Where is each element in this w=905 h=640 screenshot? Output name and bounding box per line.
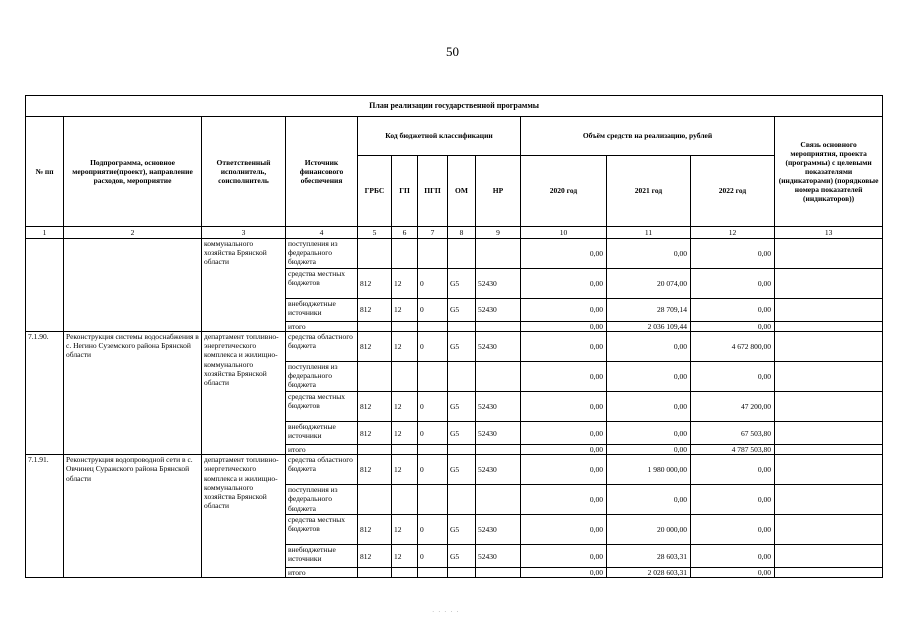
amount-v2022: 67 503,80 [691,422,775,445]
amount-v2022: 4 672 800,00 [691,332,775,362]
code-grbs: 812 [358,455,392,485]
code-om [448,239,476,269]
total-v2021: 2 036 109,44 [607,322,691,332]
header-grbs: ГРБС [358,156,392,227]
header-2022: 2022 год [691,156,775,227]
measure-name [64,239,202,332]
code-nr: 52430 [476,422,521,445]
code-nr: 52430 [476,545,521,568]
header-gp: ГП [392,156,418,227]
executor-name: департамент топливно-энергетического комплекса и жилищно-коммунального хозяйства Брянской области [202,455,286,578]
link-cell [775,485,883,515]
code-gp: 12 [392,422,418,445]
empty-code-cell [418,445,448,455]
column-number-cell: 10 [521,227,607,239]
amount-v2020: 0,00 [521,422,607,445]
link-cell [775,322,883,332]
code-pgp: 0 [418,332,448,362]
empty-code-cell [358,322,392,332]
table-title: План реализации государственной программы [26,96,883,117]
header-volume: Объём средств на реализацию, рублей [521,117,775,156]
header-source: Источник финансового обеспечения [286,117,358,227]
code-pgp: 0 [418,269,448,299]
code-pgp: 0 [418,392,448,422]
code-nr [476,362,521,392]
amount-v2021: 1 980 000,00 [607,455,691,485]
link-cell [775,299,883,322]
header-nr: НР [476,156,521,227]
code-grbs: 812 [358,515,392,545]
amount-v2020: 0,00 [521,455,607,485]
column-number-cell: 5 [358,227,392,239]
total-v2022: 4 787 503,80 [691,445,775,455]
code-grbs: 812 [358,269,392,299]
code-pgp: 0 [418,515,448,545]
header-link: Связь основного мероприятия, проекта (программы) с целевыми показателями (индикаторами) (порядковые номера показателей (индикаторов)) [775,117,883,227]
total-v2022: 0,00 [691,568,775,578]
code-pgp [418,485,448,515]
header-subprogram: Подпрограмма, основное мероприятие(проект), направление расходов, мероприятие [64,117,202,227]
column-number-cell: 3 [202,227,286,239]
page-number: 50 [446,44,459,59]
column-number-cell: 2 [64,227,202,239]
table-body [26,239,883,578]
code-gp: 12 [392,545,418,568]
row-number: 7.1.91. [26,455,64,578]
funding-source: средства местных бюджетов [286,269,358,299]
column-number-cell: 11 [607,227,691,239]
code-gp: 12 [392,515,418,545]
code-nr: 52430 [476,455,521,485]
column-number-cell: 1 [26,227,64,239]
empty-code-cell [418,568,448,578]
funding-source: внебюджетные источники [286,299,358,322]
column-number-cell: 12 [691,227,775,239]
column-number-cell: 7 [418,227,448,239]
amount-v2021: 0,00 [607,239,691,269]
amount-v2022: 0,00 [691,515,775,545]
faint-stamp: · · · · · [432,608,460,616]
executor-name: департамент топливно-энергетического комплекса и жилищно-коммунального хозяйства Брянской области [202,332,286,455]
code-om: G5 [448,515,476,545]
link-cell [775,422,883,445]
column-number-cell: 6 [392,227,418,239]
code-pgp: 0 [418,422,448,445]
link-cell [775,332,883,362]
total-v2020: 0,00 [521,445,607,455]
total-label: итого [286,445,358,455]
amount-v2022: 0,00 [691,545,775,568]
amount-v2020: 0,00 [521,332,607,362]
empty-code-cell [476,322,521,332]
table-row [26,455,883,485]
code-gp: 12 [392,455,418,485]
column-number-cell: 4 [286,227,358,239]
empty-code-cell [448,322,476,332]
code-om: G5 [448,422,476,445]
column-numbers-row [26,227,883,239]
amount-v2022: 0,00 [691,485,775,515]
amount-v2020: 0,00 [521,299,607,322]
code-om [448,362,476,392]
header-num: № пп [26,117,64,227]
funding-source: средства местных бюджетов [286,392,358,422]
amount-v2021: 0,00 [607,485,691,515]
code-om: G5 [448,392,476,422]
funding-source: средства областного бюджета [286,332,358,362]
amount-v2021: 20 074,00 [607,269,691,299]
code-nr: 52430 [476,392,521,422]
code-grbs: 812 [358,332,392,362]
amount-v2022: 0,00 [691,362,775,392]
funding-source: средства областного бюджета [286,455,358,485]
code-gp [392,239,418,269]
code-nr: 52430 [476,332,521,362]
code-om: G5 [448,332,476,362]
link-cell [775,362,883,392]
code-grbs: 812 [358,545,392,568]
empty-code-cell [392,568,418,578]
amount-v2020: 0,00 [521,485,607,515]
amount-v2022: 0,00 [691,239,775,269]
column-number-cell: 8 [448,227,476,239]
total-v2020: 0,00 [521,322,607,332]
link-cell [775,239,883,269]
link-cell [775,455,883,485]
amount-v2020: 0,00 [521,269,607,299]
link-cell [775,568,883,578]
row-number [26,239,64,332]
funding-source: средства местных бюджетов [286,515,358,545]
total-label: итого [286,322,358,332]
code-om [448,485,476,515]
amount-v2022: 0,00 [691,455,775,485]
amount-v2021: 0,00 [607,332,691,362]
amount-v2021: 0,00 [607,362,691,392]
amount-v2021: 0,00 [607,392,691,422]
code-gp: 12 [392,269,418,299]
code-om: G5 [448,545,476,568]
executor-name: коммунального хозяйства Брянской области [202,239,286,332]
empty-code-cell [448,568,476,578]
empty-code-cell [358,445,392,455]
link-cell [775,445,883,455]
amount-v2021: 28 603,31 [607,545,691,568]
funding-source: внебюджетные источники [286,422,358,445]
header-budget-code: Код бюджетной классификации [358,117,521,156]
code-nr: 52430 [476,269,521,299]
code-nr: 52430 [476,299,521,322]
total-v2021: 2 028 603,31 [607,568,691,578]
code-grbs [358,485,392,515]
code-grbs: 812 [358,392,392,422]
code-grbs: 812 [358,299,392,322]
amount-v2022: 0,00 [691,299,775,322]
code-pgp: 0 [418,545,448,568]
header-2021: 2021 год [607,156,691,227]
empty-code-cell [448,445,476,455]
empty-code-cell [392,322,418,332]
amount-v2021: 20 000,00 [607,515,691,545]
table-row [26,332,883,362]
measure-name: Реконструкция водопроводной сети в с. Овчинец Суражского района Брянской области [64,455,202,578]
code-gp: 12 [392,299,418,322]
empty-code-cell [476,568,521,578]
code-nr: 52430 [476,515,521,545]
funding-source: поступления из федерального бюджета [286,239,358,269]
code-pgp [418,362,448,392]
code-grbs: 812 [358,422,392,445]
code-nr [476,239,521,269]
amount-v2021: 28 709,14 [607,299,691,322]
code-pgp: 0 [418,299,448,322]
total-label: итого [286,568,358,578]
header-executor: Ответственный исполнитель, соисполнитель [202,117,286,227]
measure-name: Реконструкция системы водоснабжения в с. Негино Суземского района Брянской области [64,332,202,455]
code-nr [476,485,521,515]
header-2020: 2020 год [521,156,607,227]
amount-v2020: 0,00 [521,239,607,269]
total-v2021: 0,00 [607,445,691,455]
total-v2020: 0,00 [521,568,607,578]
empty-code-cell [392,445,418,455]
link-cell [775,392,883,422]
code-pgp: 0 [418,455,448,485]
empty-code-cell [358,568,392,578]
code-om: G5 [448,269,476,299]
header-om: ОМ [448,156,476,227]
code-grbs [358,362,392,392]
amount-v2020: 0,00 [521,392,607,422]
row-number: 7.1.90. [26,332,64,455]
header-pgp: ПГП [418,156,448,227]
code-gp [392,362,418,392]
funding-source: поступления из федерального бюджета [286,362,358,392]
code-grbs [358,239,392,269]
code-om: G5 [448,455,476,485]
amount-v2020: 0,00 [521,515,607,545]
link-cell [775,269,883,299]
empty-code-cell [418,322,448,332]
amount-v2020: 0,00 [521,545,607,568]
table-row [26,239,883,269]
program-plan-table [25,95,883,578]
funding-source: внебюджетные источники [286,545,358,568]
amount-v2022: 47 200,00 [691,392,775,422]
total-v2022: 0,00 [691,322,775,332]
amount-v2022: 0,00 [691,269,775,299]
code-gp [392,485,418,515]
column-number-cell: 9 [476,227,521,239]
link-cell [775,545,883,568]
code-gp: 12 [392,332,418,362]
amount-v2020: 0,00 [521,362,607,392]
link-cell [775,515,883,545]
amount-v2021: 0,00 [607,422,691,445]
funding-source: поступления из федерального бюджета [286,485,358,515]
empty-code-cell [476,445,521,455]
code-pgp [418,239,448,269]
code-gp: 12 [392,392,418,422]
column-number-cell: 13 [775,227,883,239]
code-om: G5 [448,299,476,322]
